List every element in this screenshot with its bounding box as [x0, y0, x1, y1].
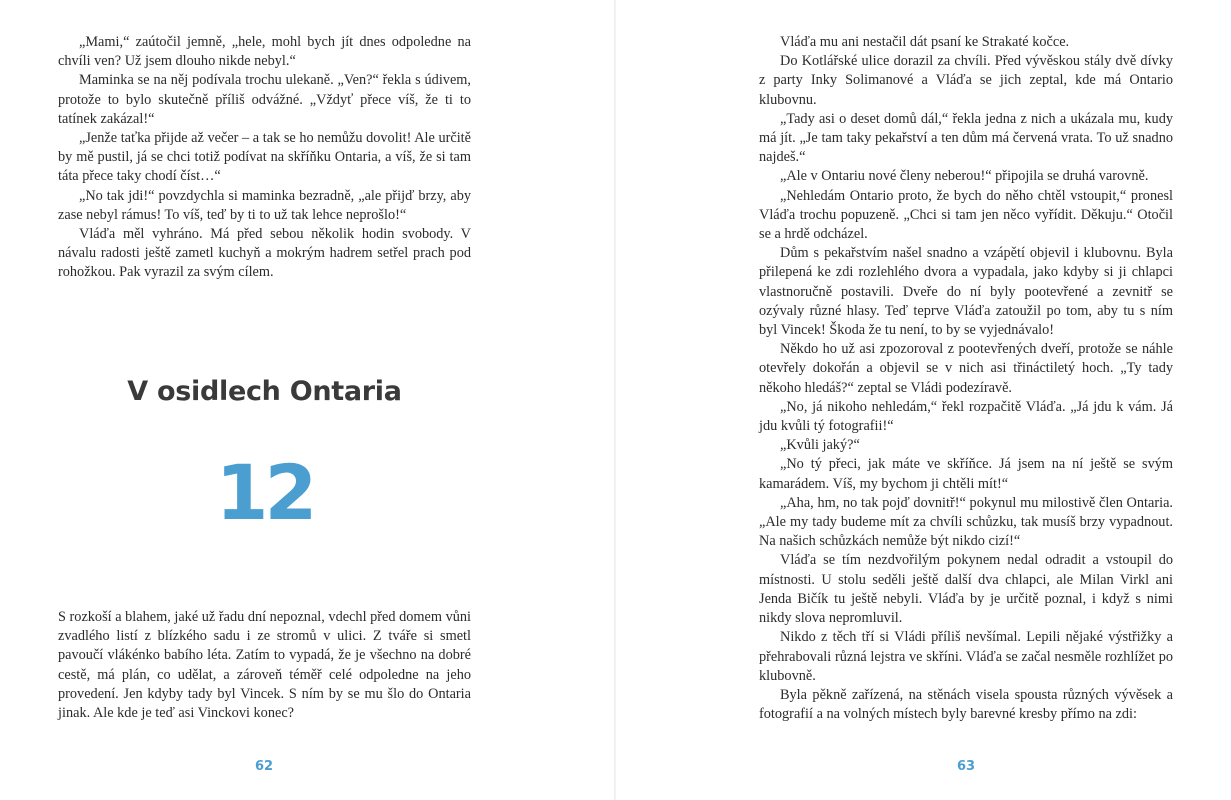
paragraph: „Aha, hm, no tak pojď dovnitř!“ pokynul mu milostivě člen Ontaria. „Ale my tady budeme mít za chvíli schůzku, tak musíš brzy vypadnout. Na našich schůzkách nemůže být nikdo cizí!“ — [759, 494, 1173, 550]
paragraph: Byla pěkně zařízená, na stěnách visela spousta různých vývěsek a fotografií a na volných místech byly barevné kresby přímo na zdi: — [759, 686, 1173, 723]
left-page — [0, 0, 615, 800]
paragraph: Vláďa mu ani nestačil dát psaní ke Strakaté kočce. — [780, 34, 1070, 50]
paragraph: Vláďa měl vyhráno. Má před sebou několik hodin svobody. V návalu radosti ještě zametl kuchyň a mokrým hadrem setřel prach pod rohožkou. Pak vyrazil za svým cílem. — [58, 226, 471, 281]
paragraph: „Tady asi o deset domů dál,“ řekla jedna z nich a ukázala mu, kudy má jít. „Je tam taky pekařství a ten dům má červená vrata. To už snadno najdeš.“ — [759, 110, 1173, 166]
paragraph: Někdo ho už asi zpozoroval z pootevřených dveří, protože se náhle otevřely dokořán a objevil se v nich asi třináctiletý hoch. „Ty tady někoho hledáš?“ zeptal se Vládi podezíravě. — [759, 341, 1173, 396]
right-page-text — [759, 33, 1173, 724]
paragraph: Vláďa se tím nezdvořilým pokynem nedal odradit a vstoupil do místnosti. U stolu seděli ještě další dva chlapci, ale Milan Virkl ani Jenda Bičík tu ještě nebyli. Vláďa by je určitě poznal, i když s nimi nikdy slova nepromluvil. — [759, 552, 1173, 627]
paragraph: Nikdo z těch tří si Vládi příliš nevšímal. Lepili nějaké výstřižky a přehrabovali různá lejstra ve skříni. Vláďa se začal nesměle rozhlížet po klubovně. — [759, 629, 1173, 684]
left-page-top-text — [58, 33, 471, 283]
chapter-title: V osidlech Ontaria — [127, 376, 402, 407]
chapter-number: 12 — [215, 448, 314, 537]
page-number-right: 63 — [956, 759, 976, 774]
paragraph: Maminka se na něj podívala trochu ulekaně. „Ven?“ řekla s údivem, protože to bylo skutečně příliš odvážné. „Vždyť přece víš, že ti to tatínek zakázal!“ — [58, 72, 471, 127]
paragraph: „Mami,“ zaútočil jemně, „hele, mohl bych jít dnes odpoledne na chvíli ven? Už jsem dlouho nikde nebyl.“ — [58, 34, 471, 70]
paragraph: „Nehledám Ontario proto, že bych do něho chtěl vstoupit,“ pronesl Vláďa trochu popuzeně. „Chci si tam jen něco vyřídit. Děkuju.“ Otočil se a hrdě odcházel. — [759, 187, 1173, 243]
paragraph: S rozkoší a blahem, jaké už řadu dní nepoznal, vdechl před domem vůni zvadlého listí z blízkého sadu i ze stromů v ulici. Z tváře si smetl pavoučí vlákénko babího léta. Zatím to vypadá, že je všechno na dobré cestě, má plán, co udělat, a zároveň téměř celé odpoledne na jeho provedení. Jen kdyby tady byl Vincek. S ním by se mu šlo do Ontaria jinak. Ale kde je teď asi Vinckovi konec? — [58, 609, 471, 722]
paragraph: „No tak jdi!“ povzdychla si maminka bezradně, „ale přijď brzy, aby zase nebyl rámus! To víš, teď by ti to už tak lehce neprošlo!“ — [58, 187, 471, 223]
paragraph: „Kvůli jaký?“ — [780, 437, 860, 454]
paragraph: „No tý přeci, jak máte ve skříňce. Já jsem na ní ještě se svým kamarádem. Víš, my bychom ji chtěli mít!“ — [759, 456, 1173, 492]
paragraph: Dům s pekařstvím našel snadno a vzápětí objevil i klubovnu. Byla přilepená ke zdi rozlehlého dvora a vypadala, jako kdyby si ji chlapci vlastnoručně postavili. Dveře do ní byly pootevřené a zevnitř se ozývaly různé hlasy. Teď teprve Vláďa zatoužil po tom, aby tu s ním byl Vincek! Škoda že tu není, to by se vyjednávalo! — [759, 245, 1173, 339]
paragraph: „Jenže taťka přijde až večer – a tak se ho nemůžu dovolit! Ale určitě by mě pustil, já se chci totiž podívat na skříňku Ontaria, a víš, že si tam táta přece taky chodí číst…“ — [58, 130, 471, 185]
paragraph: „No, já nikoho nehledám,“ řekl rozpačitě Vláďa. „Já jdu k vám. Já jdu kvůli tý fotografii!“ — [759, 398, 1173, 435]
right-page — [616, 0, 1231, 800]
page-number-left: 62 — [254, 759, 274, 774]
paragraph: „Ale v Ontariu nové členy neberou!“ připojila se druhá varovně. — [780, 168, 1149, 185]
paragraph: Do Kotlářské ulice dorazil za chvíli. Před vývěskou stály dvě dívky z party Inky Solimanové a Vláďa se jich zeptal, kde má Ontario klubovnu. — [759, 53, 1173, 108]
left-page-chapter-opening-text — [58, 608, 471, 723]
